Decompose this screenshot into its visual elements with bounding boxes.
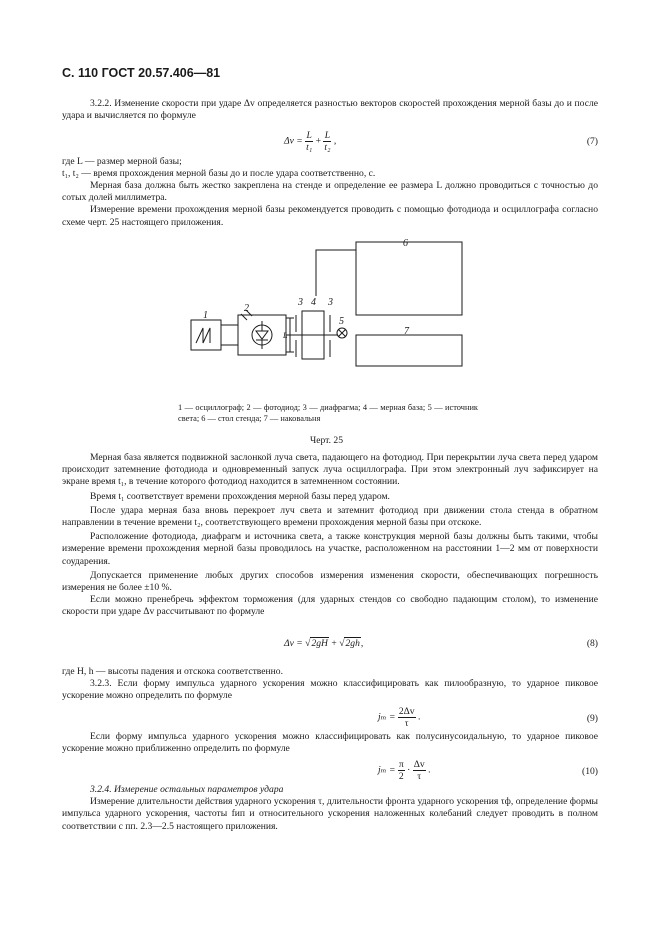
paragraph-text: Расположение фотодиода, диафрагм и источника света, а также конструкция мерной базы должны быть такими, чтобы измерение времени прохождения мерной базы проводилось на участке, расположенном на расстоянии 1—2 мм от поверхности соударения.: [62, 531, 598, 567]
sqrt-sign: √: [305, 638, 311, 649]
paragraph-text: Мерная база должна быть жестко закреплена на стенде и определение ее размера L должно проводиться с точностью до сотых долей миллиметра.: [62, 180, 598, 204]
fraction: [413, 759, 426, 782]
photodiode-diode-icon: [256, 331, 268, 339]
numerator: L: [324, 130, 331, 141]
radicand: 2gH: [311, 638, 328, 649]
formula-tail: ,: [360, 638, 364, 649]
paragraph-text: Если можно пренебречь эффектом торможения (для ударных стендов со свободно падающим столом), то изменение скорости при ударе Δv рассчитывают по формуле: [62, 594, 598, 618]
paragraph-text: Допускается применение любых других способов измерения изменения скорости, обеспечивающих погрешность измерения не более ±10 %.: [62, 569, 598, 594]
figure-title: Черт. 25: [310, 435, 344, 446]
paragraph-text: Время t₁ соответствует времени прохождения мерной базы перед ударом.: [90, 490, 390, 502]
stand-table-rect: [356, 242, 462, 315]
paragraph-text: где H, h — высоты падения и отскока соответственно.: [62, 666, 283, 677]
sqrt-sign: √: [339, 638, 345, 649]
paragraph-text: Измерение времени прохождения мерной базы рекомендуется проводить с помощью фотодиода и осциллографа согласно схеме черт. 25 настоящего приложения.: [62, 204, 598, 228]
formula-number: (7): [586, 136, 598, 147]
formula-lhs: jₘ =: [378, 764, 396, 776]
formula-8: [62, 636, 598, 656]
formula-10: [62, 759, 598, 785]
radicand: 2gh: [345, 638, 360, 649]
figure-label-6: 6: [403, 238, 408, 249]
numerator: L: [306, 130, 312, 141]
formula-9: [62, 706, 598, 732]
formula-tail: ,: [333, 135, 337, 147]
paragraph-text: Измерение длительности действия ударного ускорения τ, длительности фронта ударного ускорения τф, определение формы импульса ударного ускорения, частоты fип и относительного ускорения наложенных колебаний следует проводить в полном соответствии с пп. 2.3—2.5 настоящего приложения.: [62, 796, 598, 832]
figure-label-3-right: 3: [328, 297, 333, 308]
where-line: t₁, t₂ — время прохождения мерной базы до и после удара соответственно, с.: [62, 168, 376, 180]
body-3-2-4: [62, 784, 598, 833]
numerator: 2Δv: [398, 706, 415, 717]
body-after-figure: [62, 452, 598, 619]
body-3-2-3: [62, 666, 598, 703]
formula-8-expression: [284, 638, 363, 649]
figure-caption: 1 — осциллограф; 2 — фотодиод; 3 — диафрагма; 4 — мерная база; 5 — источник света; 6 — стол стенда; 7 — наковальня: [178, 403, 478, 423]
formula-number: (10): [582, 766, 598, 777]
formula-tail: .: [428, 764, 431, 776]
paragraph-text: Если форму импульса ударного ускорения можно классифицировать как полусинусоидальную, то ударное пиковое ускорение можно приближенно определить по формуле: [62, 731, 598, 755]
formula-tail: .: [418, 711, 421, 723]
figure-label-4: 4: [311, 297, 316, 308]
where-line: где L — размер мерной базы;: [62, 156, 182, 167]
measuring-base-wire: [316, 250, 356, 296]
denominator: 2: [398, 771, 404, 782]
denominator: τ: [404, 718, 409, 729]
numerator: π: [398, 759, 404, 770]
formula-lhs: Δv =: [284, 638, 303, 649]
formula-lhs: jₘ =: [378, 711, 396, 723]
paragraph-text: После удара мерная база вновь перекроет луч света и затемнит фотодиод при движении стола стенда в обратном направлении в течение времени t₂, соответствующего времени прохождения мерной базы при отскоке.: [62, 504, 598, 529]
figure-label-L: L: [283, 331, 288, 340]
figure-label-7: 7: [404, 326, 409, 337]
body-half-sine: [62, 731, 598, 755]
figure-label-2: 2: [244, 303, 249, 314]
plus-sign: +: [331, 638, 337, 649]
paragraph-text: Мерная база является подвижной заслонкой луча света, падающего на фотодиод. При перекрытии луча света перед ударом происходит затемнение фотодиода и одновременный запуск луча осциллографа. При этом электронный луч зафиксирует на экране время t₁, в течение которого фотодиод находится в затемненном состоянии.: [62, 452, 598, 488]
paragraph-text: 3.2.2. Изменение скорости при ударе Δv определяется разностью векторов скоростей прохождения мерной базы до и после удара и вычисляется по формуле: [62, 98, 598, 122]
denominator: τ: [417, 771, 422, 782]
figure-label-3-left: 3: [298, 297, 303, 308]
page-header: С. 110 ГОСТ 20.57.406—81: [62, 66, 221, 80]
fraction: [398, 759, 405, 782]
formula-10-expression: [378, 759, 430, 782]
denominator: t₂: [324, 142, 331, 153]
numerator: Δv: [413, 759, 425, 770]
section-heading-3-2-4: 3.2.4. Измерение остальных параметров удара: [90, 784, 284, 795]
figure-label-5: 5: [339, 316, 344, 327]
paragraph-text: 3.2.3. Если форму импульса ударного ускорения можно классифицировать как пилообразную, то ударное пиковое ускорение можно определить по формуле: [62, 678, 598, 702]
plus-sign: +: [315, 135, 322, 147]
figure-label-1: 1: [203, 310, 208, 321]
formula-number: (9): [586, 713, 598, 724]
multiply-dot: ·: [407, 764, 411, 776]
fraction: [398, 706, 416, 729]
oscilloscope-rect: [191, 320, 221, 350]
formula-lhs: Δv =: [284, 135, 303, 147]
anvil-rect: [356, 335, 462, 366]
denominator: t₁: [306, 142, 313, 153]
formula-number: (8): [586, 638, 598, 649]
formula-9-expression: [378, 706, 420, 729]
oscilloscope-signal-icon: [196, 328, 210, 343]
